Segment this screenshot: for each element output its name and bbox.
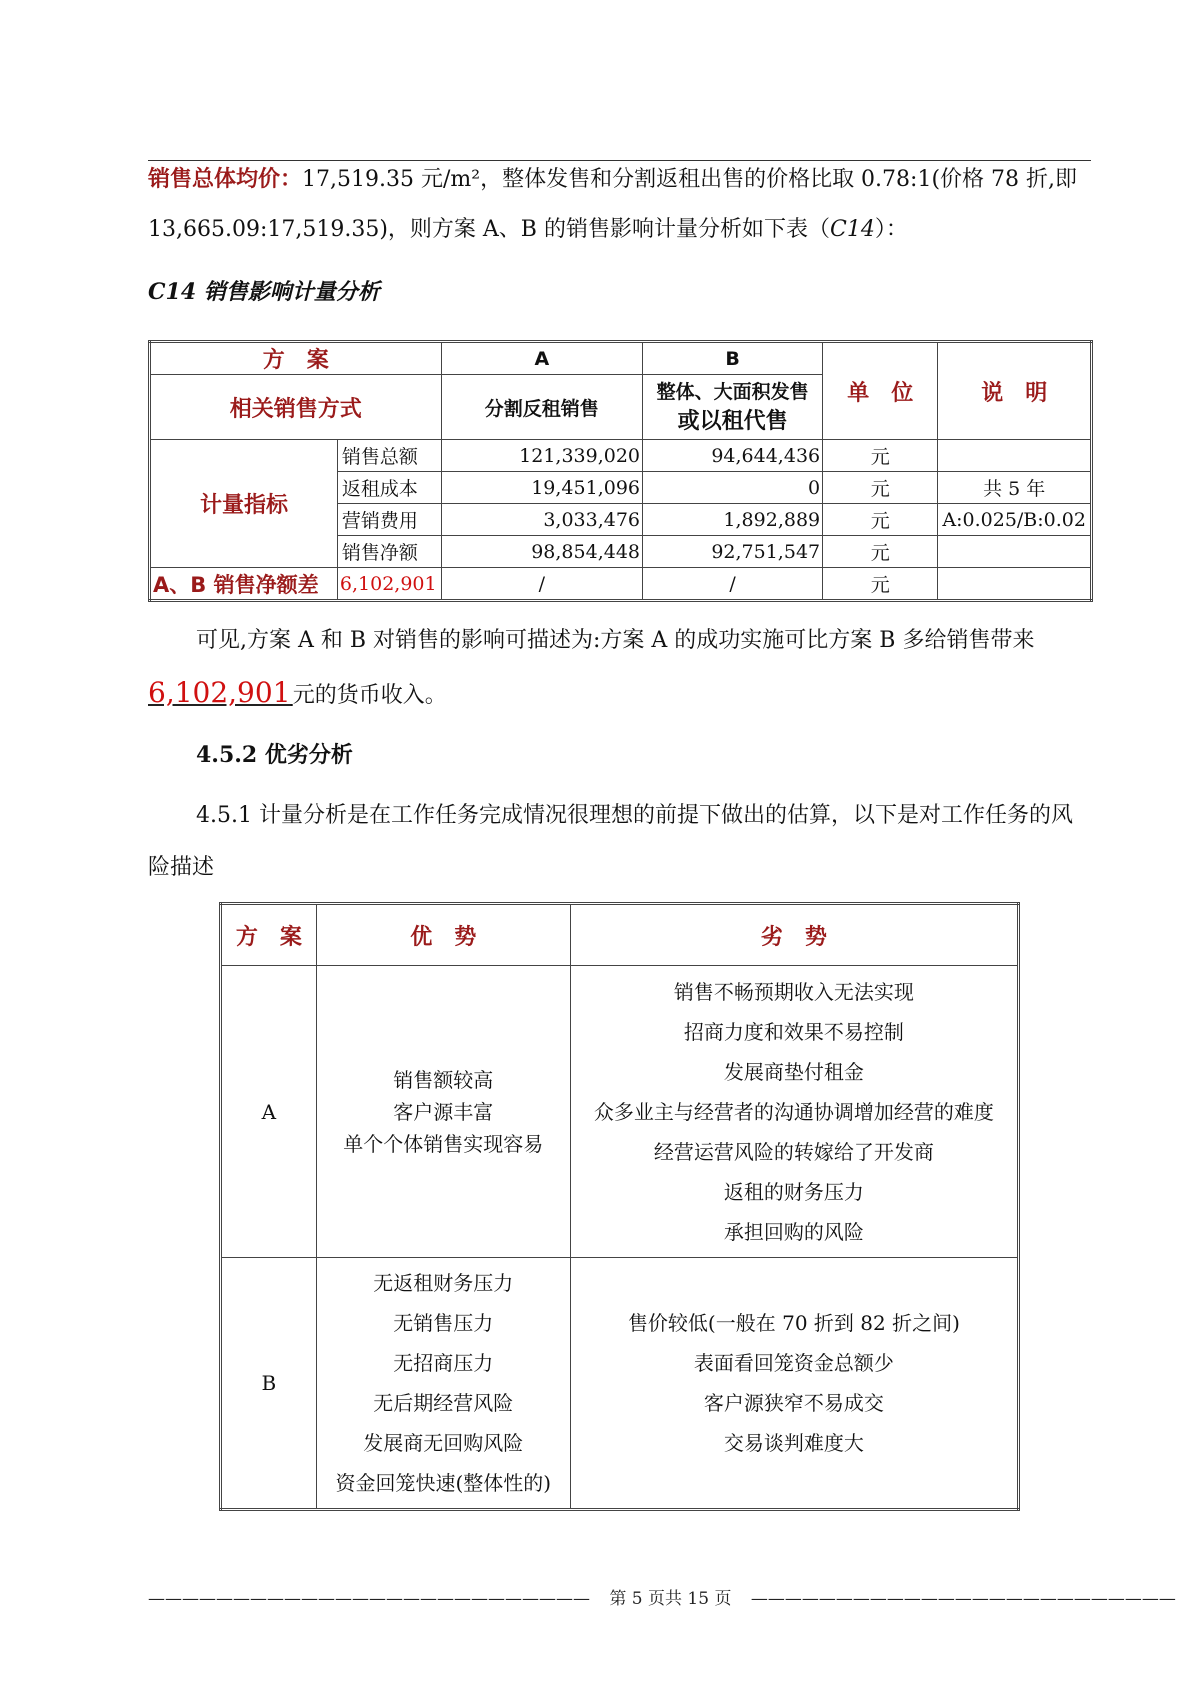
page-number: 第 5 页共 15 页 xyxy=(609,1589,732,1609)
footer-dashes-left: —————————————————————————— xyxy=(148,1589,590,1609)
list-item: 众多业主与经营者的沟通协调增加经营的难度 xyxy=(593,1099,994,1124)
plan-a-advantages xyxy=(316,966,570,1258)
list-item: 承担回购的风险 xyxy=(723,1219,864,1244)
row-name: 销售净额 xyxy=(337,536,441,568)
method-a: 分割反租销售 xyxy=(441,375,642,440)
list-item: 销售不畅预期收入无法实现 xyxy=(673,979,914,1004)
plan-col-header: 方 案 xyxy=(221,904,317,966)
diff-unit: 元 xyxy=(823,568,938,601)
list-item: 无返租财务压力 xyxy=(373,1271,514,1295)
list-item: 交易谈判难度大 xyxy=(723,1431,864,1455)
row-note: 共 5 年 xyxy=(938,472,1092,504)
conclusion-value: 6,102,901 xyxy=(148,676,291,709)
list-item: 单个个体销售实现容易 xyxy=(343,1131,544,1156)
method-header: 相关销售方式 xyxy=(150,375,442,440)
unit-header: 单 位 xyxy=(823,342,938,440)
plan-a-disadvantages xyxy=(570,966,1018,1258)
col-a-header: A xyxy=(441,342,642,375)
conclusion-text-2: 元的货币收入。 xyxy=(292,683,447,708)
list-item: 招商力度和效果不易控制 xyxy=(683,1019,904,1044)
diff-a: / xyxy=(441,568,642,601)
footer-dashes-right: ————————————————————————— xyxy=(750,1589,1176,1609)
list-item: 资金回笼快速(整体性的) xyxy=(335,1471,552,1495)
row-value-b: 94,644,436 xyxy=(643,440,823,472)
page-footer xyxy=(148,1584,1176,1609)
pros-cons-table xyxy=(219,902,1020,1511)
diff-value: 6,102,901 xyxy=(337,568,441,601)
plan-b-cell: B xyxy=(221,1258,317,1510)
group-label: 计量指标 xyxy=(150,440,338,568)
row-note xyxy=(938,536,1092,568)
list-item: 无销售压力 xyxy=(393,1311,494,1335)
row-name: 销售总额 xyxy=(337,440,441,472)
method-b-line2: 或以租代售 xyxy=(677,409,788,434)
col-b-header: B xyxy=(643,342,823,375)
list-item: 客户源丰富 xyxy=(393,1099,494,1124)
list-item: 返租的财务压力 xyxy=(723,1179,864,1204)
row-value-a: 3,033,476 xyxy=(441,504,642,536)
row-name: 返租成本 xyxy=(337,472,441,504)
list-item: 无招商压力 xyxy=(393,1351,494,1375)
note-header: 说 明 xyxy=(938,342,1092,440)
intro-paragraph xyxy=(148,155,1091,255)
list-item: 售价较低(一般在 70 折到 82 折之间) xyxy=(627,1311,960,1335)
list-item: 发展商垫付租金 xyxy=(723,1059,864,1084)
row-value-a: 98,854,448 xyxy=(441,536,642,568)
list-item: 表面看回笼资金总额少 xyxy=(693,1351,894,1375)
row-unit: 元 xyxy=(823,504,938,536)
table-caption: C14 销售影响计量分析 xyxy=(148,279,380,305)
method-b xyxy=(643,375,823,440)
plan-a-cell: A xyxy=(221,966,317,1258)
conclusion-paragraph xyxy=(148,615,1091,722)
row-value-a: 121,339,020 xyxy=(441,440,642,472)
list-item: 客户源狭窄不易成交 xyxy=(703,1391,884,1415)
plan-b-advantages xyxy=(316,1258,570,1510)
intro-label: 销售总体均价： xyxy=(148,167,303,192)
row-unit: 元 xyxy=(823,536,938,568)
row-value-a: 19,451,096 xyxy=(441,472,642,504)
plan-b-disadvantages xyxy=(570,1258,1018,1510)
intro-text-2: ）： xyxy=(874,217,908,242)
row-name: 营销费用 xyxy=(337,504,441,536)
sales-impact-table xyxy=(148,340,1093,602)
diff-label: A、B 销售净额差 xyxy=(150,568,338,601)
advantages-header: 优 势 xyxy=(316,904,570,966)
diff-note xyxy=(938,568,1092,601)
intro-text-1: 17,519.35 元/m²，整体发售和分割返租出售的价格比取 0.78:1(价格 78 折,即 13,665.09:17,519.35)，则方案 A、B 的销售影响计量分析如下表（ xyxy=(148,167,1078,242)
row-note xyxy=(938,440,1092,472)
row-value-b: 1,892,889 xyxy=(643,504,823,536)
list-item: 经营运营风险的转嫁给了开发商 xyxy=(653,1139,934,1164)
section-heading: 4.5.2 优劣分析 xyxy=(196,742,353,768)
plan-header: 方 案 xyxy=(150,342,442,375)
row-unit: 元 xyxy=(823,440,938,472)
list-item: 销售额较高 xyxy=(393,1067,494,1092)
row-value-b: 0 xyxy=(643,472,823,504)
row-value-b: 92,751,547 xyxy=(643,536,823,568)
method-b-line1: 整体、大面积发售 xyxy=(656,381,809,403)
list-item: 发展商无回购风险 xyxy=(363,1431,524,1455)
section-intro: 4.5.1 计量分析是在工作任务完成情况很理想的前提下做出的估算，以下是对工作任务的风险描述 xyxy=(148,803,1073,880)
diff-b: / xyxy=(643,568,823,601)
intro-ref: C14 xyxy=(829,217,875,242)
disadvantages-header: 劣 势 xyxy=(570,904,1018,966)
row-note: A:0.025/B:0.02 xyxy=(938,504,1092,536)
conclusion-text-1: 可见,方案 A 和 B 对销售的影响可描述为:方案 A 的成功实施可比方案 B 多给销售带来 xyxy=(196,628,1035,653)
row-unit: 元 xyxy=(823,472,938,504)
list-item: 无后期经营风险 xyxy=(373,1391,514,1415)
